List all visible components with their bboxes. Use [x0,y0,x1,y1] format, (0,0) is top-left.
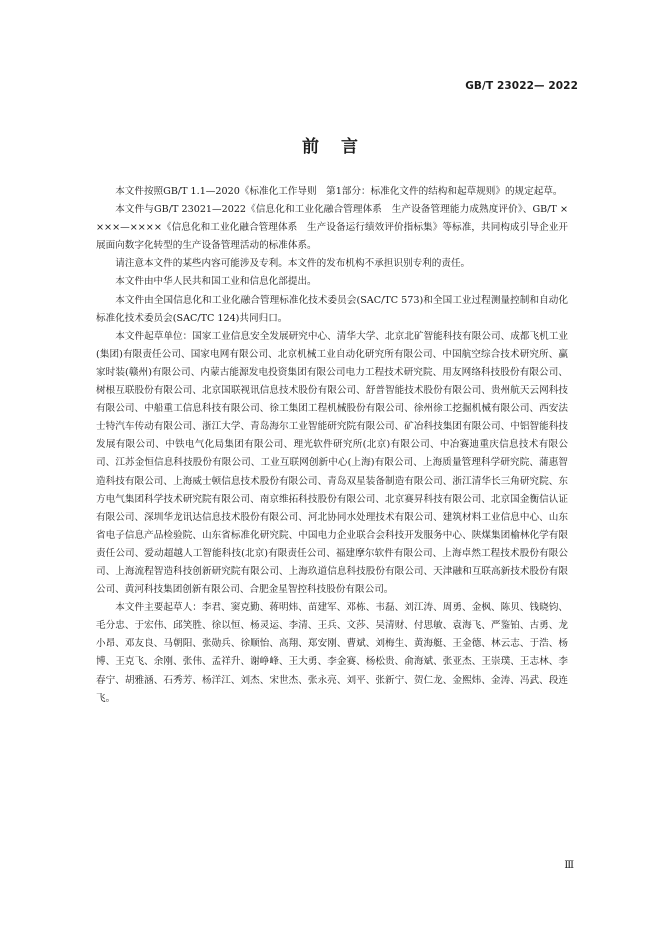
page-title: 前言 [302,137,380,157]
paragraph-technical-committee: 本文件由全国信息化和工业化融合管理标准化技术委员会(SAC/TC 573)和全国工业过程测量控制和自动化标准化技术委员会(SAC/TC 124)共同归口。 [96,294,568,324]
foreword-body [96,183,568,708]
paragraph-patent-notice: 请注意本文件的某些内容可能涉及专利。本文件的发布机构不承担识别专利的责任。 [115,258,471,270]
page-number: Ⅲ [564,860,574,871]
paragraph-proposer: 本文件由中华人民共和国工业和信息化部提出。 [115,276,317,288]
paragraph-drafters: 本文件主要起草人：李君、窦克勤、蒋明炜、苗建军、邓栋、韦磊、刘江涛、周勇、金枫、陈贝、钱晓钧、毛分忠、于宏伟、邱笑胜、徐以恒、杨灵运、李清、王兵、文莎、吴清财、付思敏、袁海飞、严鉴铂、古勇、龙小昂、邓友良、马朝阳、张勋兵、徐顺怡、高翔、郑安刚、曹斌、刘梅生、黄海艇、王金德、林云志、于浩、杨博、王克飞、余刚、张伟、孟祥升、谢峥峰、王大勇、李金赛、杨松贵、俞海斌、张亚杰、王崇璞、王志林、李春宁、胡雅涵、石秀芳、杨洋江、刘杰、宋世杰、张永亮、刘平、张新宁、贺仁龙、金熙炜、金涛、冯武、段连飞。 [96,602,568,704]
paragraph-drafting-rules: 本文件按照GB/T 1.1—2020《标准化工作导则 第1部分：标准化文件的结构和起草规则》的规定起草。 [115,186,563,197]
standard-number: GB/T 23022— 2022 [465,80,578,92]
paragraph-drafting-organizations: 本文件起草单位：国家工业信息安全发展研究中心、清华大学、北京北矿智能科技有限公司、成都飞机工业(集团)有限责任公司、国家电网有限公司、北京机械工业自动化研究所有限公司、中国航空综合技术研究所、赢家时装(赣州)有限公司、内蒙古能源发电投资集团有限公司电力工程技术研究院、用友网络科技股份有限公司、树根互联股份有限公司、北京国联视讯信息技术股份有限公司、舒普智能技术股份有限公司、贵州航天云网科技有限公司、中船重工信息科技有限公司、徐工集团工程机械股份有限公司、徐州徐工挖掘机械有限公司、西安法士特汽车传动有限公司、浙江大学、青岛海尔工业智能研究院有限公司、矿冶科技集团有限公司、中铝智能科技发展有限公司、中铁电气化局集团有限公司、理光软件研究所(北京)有限公司、中冶赛迪重庆信息技术有限公司、江苏金恒信息科技股份有限公司、工业互联网创新中心(上海)有限公司、上海质量管理科学研究院、蒲惠智造科技有限公司、上海威士顿信息技术股份有限公司、青岛双星装备制造有限公司、浙江清华长三角研究院、东方电气集团科学技术研究院有限公司、南京维拓科技股份有限公司、北京赛昇科技有限公司、北京国金衡信认证有限公司、深圳华龙讯达信息技术股份有限公司、河北协同水处理技术有限公司、建筑材料工业信息中心、山东省电子信息产品检验院、山东省标准化研究院、中国电力企业联合会科技开发服务中心、陕煤集团榆林化学有限责任公司、爱动超越人工智能科技(北京)有限责任公司、福建摩尔软件有限公司、上海卓然工程技术股份有限公司、上海流程智造科技创新研究院有限公司、上海玖道信息科技股份有限公司、天津融和互联高新技术股份有限公司、黄河科技集团创新有限公司、合肥金星智控科技股份有限公司。 [96,330,568,596]
paragraph-related-standards: 本文件与GB/T 23021—2022《信息化和工业化融合管理体系 生产设备管理能力成熟度评价》、GB/T ××××—××××《信息化和工业化融合管理体系 生产设备运行绩效评价指标集》等标准，共同构成引导企业开展面向数字化转型的生产设备管理活动的标准体系。 [96,204,568,252]
